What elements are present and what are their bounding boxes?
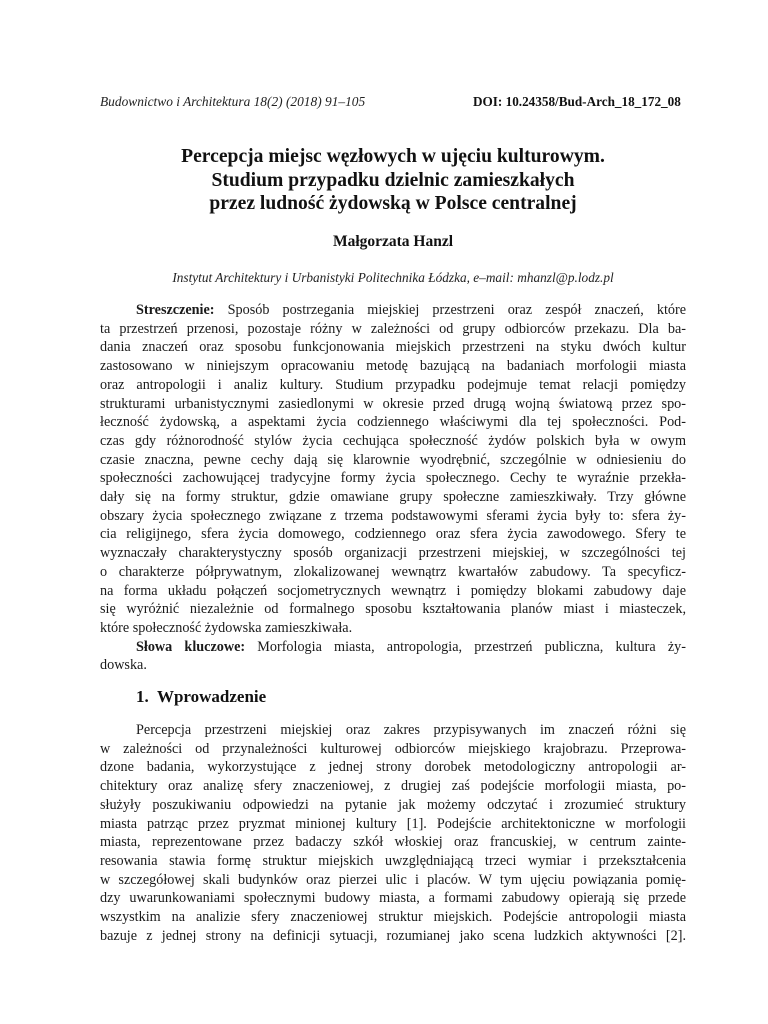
abstract-line: strukturami urbanistycznymi zasiedlonymi w okresie przed drugą wojną światową przez spo- <box>100 395 686 412</box>
section-heading <box>136 687 266 707</box>
author-affiliation: Instytut Architektury i Urbanistyki Politechnika Łódzka, e–mail: mhanzl@p.lodz.pl <box>172 270 614 285</box>
section-title-text: Wprowadzenie <box>156 687 267 706</box>
abstract-line: dania znaczeń oraz sposobu funkcjonowania miejskich przestrzeni na styku dwóch kultur <box>100 339 686 356</box>
section-number: 1. <box>136 687 149 706</box>
body-line: w szczegółowej skali budynków oraz pierzei ulic i placów. W tym ujęciu powiązania pomię- <box>100 871 686 888</box>
body-line: bazuje z jednej strony na definicji sytuacji, rozumianej jako scena ludzkich aktywności [2]. <box>100 927 686 944</box>
doi-label: DOI: 10.24358/Bud-Arch_18_172_08 <box>473 94 681 109</box>
abstract-line: czasie znaczna, pewne cechy dają się klarownie wyodrębnić, szczególnie w odniesieniu do <box>100 451 686 468</box>
body-line: w zależności od przynależności kulturowej odbiorców miejskiego krajobrazu. Przeprowa- <box>100 740 686 757</box>
paper-title <box>100 145 686 216</box>
intro-paragraph <box>100 721 686 945</box>
abstract-line: wyznaczały charakterystyczny sposób organizacji przestrzeni miejskiej, w szczególności tej <box>100 545 686 562</box>
body-line: dzone badania, wykorzystujące z jednej strony dorobek metodologiczny antropologii ar- <box>100 759 686 776</box>
title-line: Percepcja miejsc węzłowych w ujęciu kulturowym. <box>181 146 605 167</box>
abstract <box>100 301 686 675</box>
body-line: resowania stawia formę struktur miejskich uwzględniającą trzeci wymiar i przekształcenia <box>100 852 686 869</box>
abstract-line: zastosowano w niniejszym opracowaniu metodę bazującą na badaniach morfologii miasta <box>100 358 686 375</box>
body-line: Percepcja przestrzeni miejskiej oraz zakres przypisywanych im znaczeń różni się <box>136 722 686 738</box>
body-line: chitektury oraz analizę sfery znaczeniowej, z drugiej zaś podejście morfologii miasta, po- <box>100 778 686 795</box>
abstract-line: dały się na formy struktur, gdzie omawiane grupy społeczne zamieszkiwały. Trzy główne <box>100 489 686 506</box>
abstract-line: na forma układu połączeń socjometrycznych wewnątrz i pomiędzy blokami zabudowy daje <box>100 582 686 599</box>
body-line: miasta patrząc przez pryzmat minionej kultury [1]. Podejście architektoniczne w morfologii <box>100 815 686 832</box>
keywords-line: Słowa kluczowe: Morfologia miasta, antropologia, przestrzeń publiczna, kultura ży- <box>136 638 686 655</box>
keywords-line: dowska. <box>100 657 147 674</box>
abstract-line: cia religijnego, sfera życia domowego, codziennego oraz sfera życia zawodowego. Sfery te <box>100 526 686 543</box>
body-line: wszystkim na analizie sfery znaczeniowej struktur miejskich. Podejście antropologii miasta <box>100 909 686 926</box>
abstract-line: łeczność żydowską, a aspektami życia codziennego właściwymi dla tej społeczności. Pod- <box>100 414 686 431</box>
abstract-line: społeczności zachowującej tradycyjne formy życia społecznego. Cechy te wyraźnie przekła- <box>100 470 686 487</box>
abstract-label: Streszczenie: <box>136 302 215 318</box>
title-line: Studium przypadku dzielnic zamieszkałych <box>211 169 575 191</box>
body-line: dzy uwarunkowaniami społecznymi budowy miasta, a formami zabudowy opierają się przede <box>100 890 686 907</box>
abstract-line: oraz antropologii i analiz kultury. Studium przypadku podejmuje temat relacji pomiędzy <box>100 376 686 393</box>
body-line: służyły poszukiwaniu odpowiedzi na pytanie jak możemy odczytać i zrozumieć struktury <box>100 796 686 813</box>
abstract-line: Streszczenie: Sposób postrzegania miejskiej przestrzeni oraz zespół znaczeń, które <box>136 302 686 318</box>
abstract-line: które społeczność żydowska zamieszkiwała. <box>100 619 353 636</box>
title-line: przez ludność żydowską w Polsce centralnej <box>209 193 577 214</box>
keywords-label: Słowa kluczowe: <box>136 638 246 655</box>
abstract-line: o charakterze półprywatnym, zlokalizowanej wewnątrz kwartałów zabudowy. Ta specyficz- <box>100 563 686 580</box>
author-name: Małgorzata Hanzl <box>332 233 454 250</box>
abstract-line: się wyróżnić niezależnie od formalnego sposobu kształtowania planów miast i miasteczek, <box>100 601 686 618</box>
abstract-line: ta przestrzeń przenosi, pozostaje różny w zależności od grupy odbiorców przekazu. Dla ba- <box>100 320 686 337</box>
journal-citation: Budownictwo i Architektura 18(2) (2018) 91–105 <box>100 94 366 109</box>
abstract-line: obszary życia społecznego związane z trzema podstawowymi sferami życia były to: sfera ży- <box>100 507 686 524</box>
body-line: miasta, reprezentowane przez badaczy szkół włoskiej oraz francuskiej, w centrum zainte- <box>100 834 686 851</box>
abstract-line: czas gdy różnorodność stylów życia cechująca społeczność żydów polskich była w owym <box>100 432 686 449</box>
